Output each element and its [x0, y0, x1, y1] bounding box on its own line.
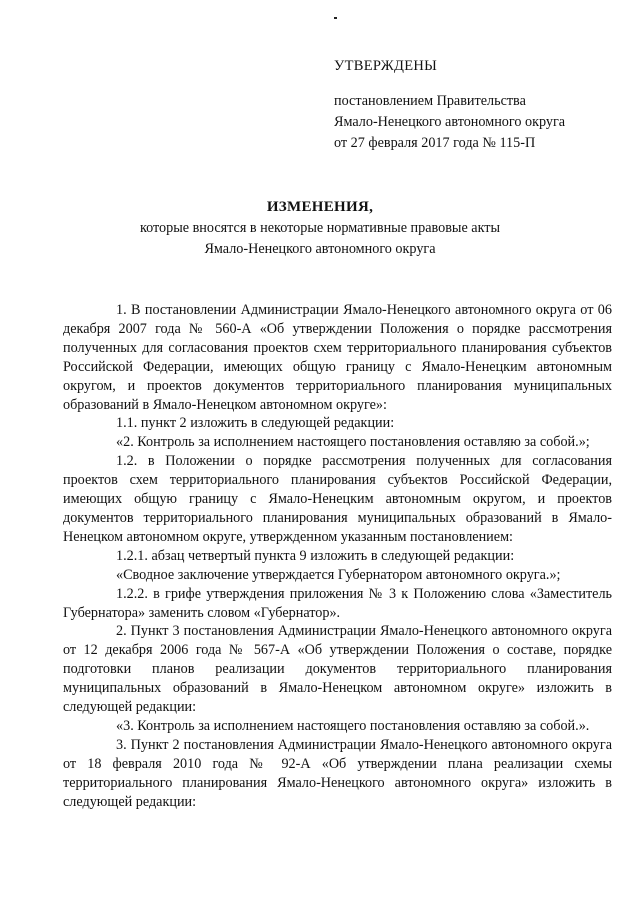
document-heading	[60, 197, 580, 260]
paragraph-2: 2. Пункт 3 постановления Администрации Ямало-Ненецкого автономного округа от 12 декабря 2006 года № 567-А «Об утверждении Положения о составе, порядке подготовки планов реализации документов территориального планирования муниципальных образований в Ямало-Ненецком автономном округе» изложить в следующей редакции:	[63, 623, 612, 716]
document-body	[63, 301, 612, 811]
scan-artifact	[334, 17, 337, 19]
document-title: ИЗМЕНЕНИЯ,	[266, 199, 374, 215]
paragraph-3: 3. Пункт 2 постановления Администрации Ямало-Ненецкого автономного округа от 18 февраля 2010 года № 92-А «Об утверждении плана реализации схемы территориального планирования Ямало-Ненецкого автономного округа» изложить в следующей редакции:	[63, 736, 612, 810]
paragraph-1-2-1-text: «Сводное заключение утверждается Губернатором автономного округа.»;	[116, 566, 561, 583]
paragraph-2-text: «3. Контроль за исполнением настоящего постановления оставляю за собой.».	[116, 717, 590, 734]
document-subtitle-line: которые вносятся в некоторые нормативные правовые акты	[139, 220, 501, 236]
paragraph-1: 1. В постановлении Администрации Ямало-Ненецкого автономного округа от 06 декабря 2007 года № 560-А «Об утверждении Положения о порядке рассмотрения полученных для согласования проектов схем территориального планирования субъектов Российской Федерации, имеющих общую границу с Ямало-Ненецким автономным округом, и проектов документов территориального планирования муниципальных образований в Ямало-Ненецком автономном округе»:	[63, 302, 612, 413]
paragraph-1-2-1: 1.2.1. абзац четвертый пункта 9 изложить в следующей редакции:	[116, 547, 515, 564]
approved-label: УТВЕРЖДЕНЫ	[334, 58, 438, 74]
paragraph-1-2-2: 1.2.2. в грифе утверждения приложения № 3 к Положению слова «Заместитель Губернатора» заменить словом «Губернатор».	[63, 585, 612, 621]
approval-stamp	[334, 56, 624, 154]
paragraph-1-2: 1.2. в Положении о порядке рассмотрения полученных для согласования проектов схем территориального планирования субъектов Российской Федерации, имеющих общую границу с Ямало-Ненецким автономным округом, и проектов документов территориального планирования муниципальных образований в Ямало-Ненецком автономном округе, утвержденном указанным постановлением:	[63, 453, 612, 545]
approval-line: Ямало-Ненецкого автономного округа	[334, 114, 566, 130]
document-subtitle-line: Ямало-Ненецкого автономного округа	[204, 241, 436, 257]
paragraph-1-1-text: «2. Контроль за исполнением настоящего постановления оставляю за собой.»;	[116, 434, 590, 451]
approval-line: от 27 февраля 2017 года № 115-П	[334, 135, 536, 151]
paragraph-1-1: 1.1. пункт 2 изложить в следующей редакции:	[116, 415, 395, 432]
approval-line: постановлением Правительства	[334, 93, 526, 109]
